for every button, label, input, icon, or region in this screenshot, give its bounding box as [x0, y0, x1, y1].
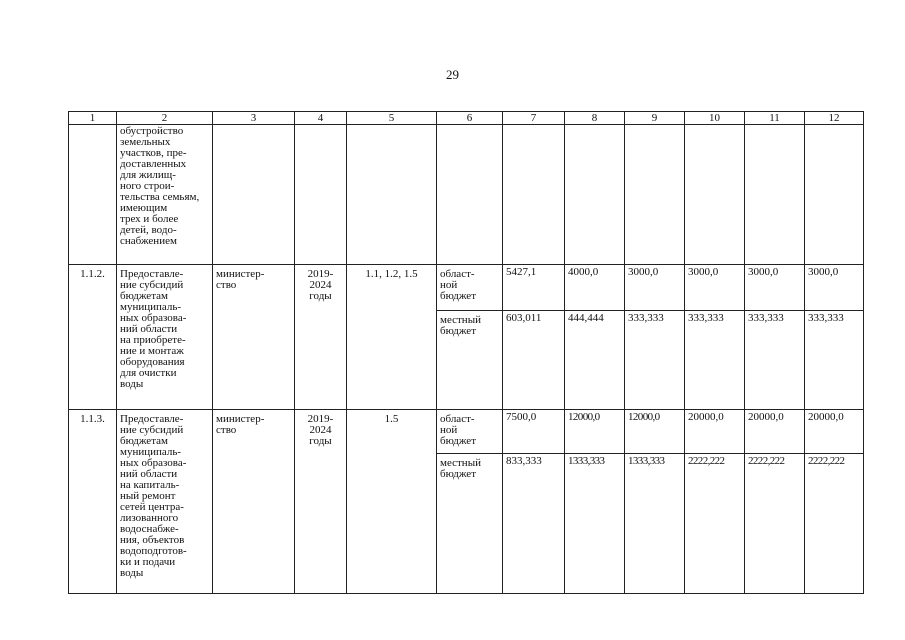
table-row	[69, 265, 864, 311]
row-number-cell: 1.1.3.	[69, 410, 117, 594]
value-cell: 12000,0	[565, 410, 625, 454]
value-cell: 833,333	[503, 454, 565, 594]
indicators-cell: 1.5	[347, 410, 437, 594]
value-cell: 333,333	[805, 311, 864, 410]
description-cell: обустройство земельных участков, пре- доставленных для жилищ- ного строи- тельства семьям, имеющим трех и более детей, водо- снабжением	[117, 125, 213, 265]
indicators-cell	[347, 125, 437, 265]
col-header-3: 3	[213, 112, 295, 125]
source-cell: местный бюджет	[437, 454, 503, 594]
page-number: 29	[446, 67, 459, 82]
period-cell: 2019- 2024 годы	[295, 410, 347, 594]
value-cell: 1333,333	[565, 454, 625, 594]
executor-cell: министер- ство	[213, 265, 295, 410]
value-cell: 20000,0	[745, 410, 805, 454]
value-cell: 2222,222	[745, 454, 805, 594]
value-cell: 3000,0	[685, 265, 745, 311]
col-header-4: 4	[295, 112, 347, 125]
value-cell: 2222,222	[805, 454, 864, 594]
col-header-1: 1	[69, 112, 117, 125]
table-row-continued	[69, 125, 864, 265]
value-cell	[685, 125, 745, 265]
period-cell: 2019- 2024 годы	[295, 265, 347, 410]
col-header-6: 6	[437, 112, 503, 125]
table-row	[69, 410, 864, 454]
value-cell: 3000,0	[625, 265, 685, 311]
indicators-cell: 1.1, 1.2, 1.5	[347, 265, 437, 410]
value-cell: 1333,333	[625, 454, 685, 594]
executor-cell: министер- ство	[213, 410, 295, 594]
value-cell	[503, 125, 565, 265]
value-cell: 20000,0	[805, 410, 864, 454]
row-number-cell: 1.1.2.	[69, 265, 117, 410]
value-cell: 3000,0	[745, 265, 805, 311]
col-header-7: 7	[503, 112, 565, 125]
col-header-10: 10	[685, 112, 745, 125]
value-cell: 7500,0	[503, 410, 565, 454]
value-cell: 5427,1	[503, 265, 565, 311]
col-header-11: 11	[745, 112, 805, 125]
value-cell	[805, 125, 864, 265]
value-cell: 12000,0	[625, 410, 685, 454]
col-header-2: 2	[117, 112, 213, 125]
value-cell: 333,333	[685, 311, 745, 410]
value-cell: 3000,0	[805, 265, 864, 311]
source-cell: област- ной бюджет	[437, 410, 503, 454]
value-cell: 4000,0	[565, 265, 625, 311]
source-cell	[437, 125, 503, 265]
col-header-12: 12	[805, 112, 864, 125]
value-cell: 333,333	[625, 311, 685, 410]
value-cell: 2222,222	[685, 454, 745, 594]
header-row	[69, 112, 864, 125]
value-cell: 444,444	[565, 311, 625, 410]
value-cell: 333,333	[745, 311, 805, 410]
description-cell: Предоставле- ние субсидий бюджетам муниципаль- ных образова- ний области на приобрете- ние и монтаж оборудования для очистки воды	[117, 265, 213, 410]
col-header-8: 8	[565, 112, 625, 125]
period-cell	[295, 125, 347, 265]
source-cell: област- ной бюджет	[437, 265, 503, 311]
value-cell: 20000,0	[685, 410, 745, 454]
value-cell: 603,011	[503, 311, 565, 410]
row-number-cell	[69, 125, 117, 265]
col-header-5: 5	[347, 112, 437, 125]
value-cell	[625, 125, 685, 265]
value-cell	[565, 125, 625, 265]
executor-cell	[213, 125, 295, 265]
program-table	[68, 111, 864, 594]
value-cell	[745, 125, 805, 265]
description-cell: Предоставле- ние субсидий бюджетам муниципаль- ных образова- ний области на капиталь- ный ремонт сетей центра- лизованного водоснабже- ния, объектов водоподготов- ки и подачи воды	[117, 410, 213, 594]
col-header-9: 9	[625, 112, 685, 125]
source-cell: местный бюджет	[437, 311, 503, 410]
